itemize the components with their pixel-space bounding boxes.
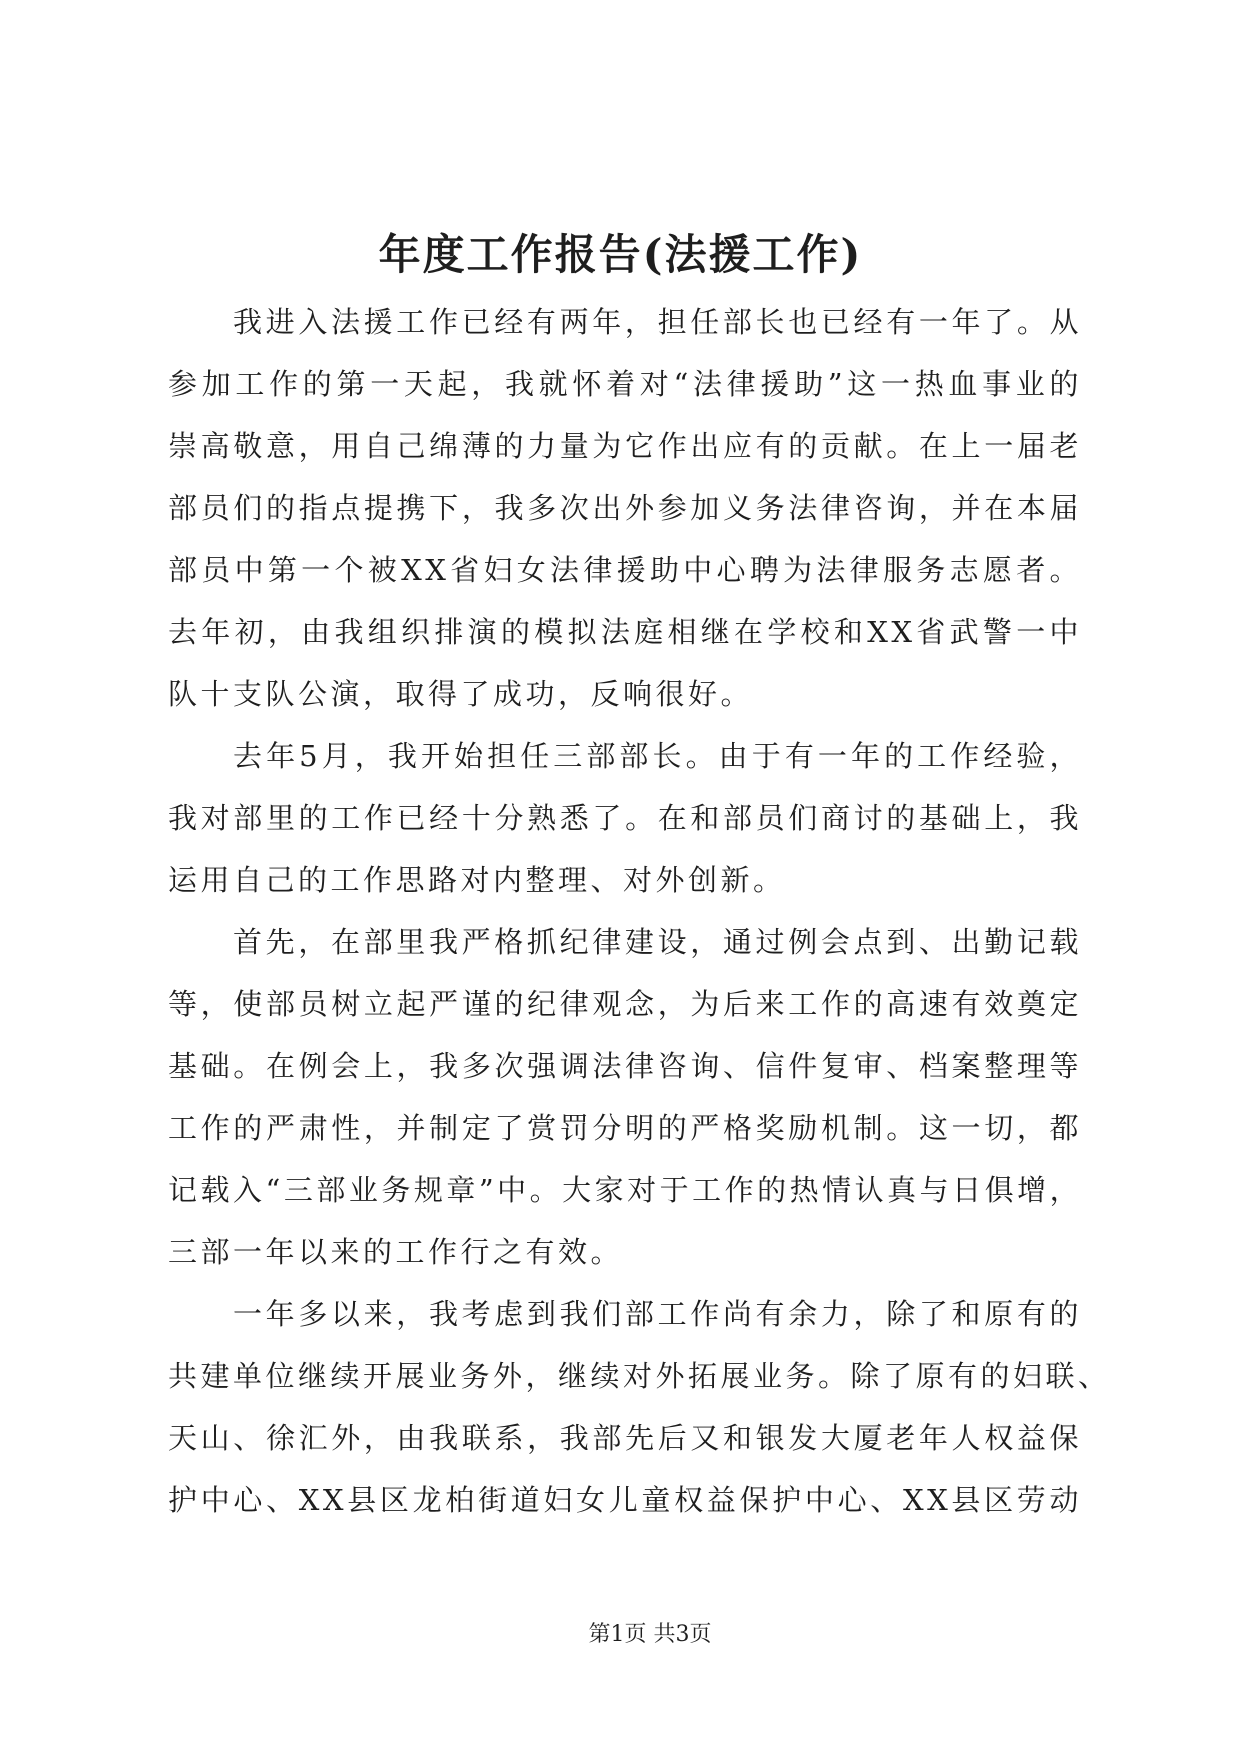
paragraph-line: 工作的严肃性，并制定了赏罚分明的严格奖励机制。这一切，都 <box>168 1111 1082 1145</box>
paragraph-line: 我对部里的工作已经十分熟悉了。在和部员们商讨的基础上，我 <box>168 801 1082 835</box>
paragraph-2 <box>168 725 1082 911</box>
paragraph-line: 天山、徐汇外，由我联系，我部先后又和银发大厦老年人权益保 <box>168 1421 1082 1455</box>
paragraph-line: 去年初，由我组织排演的模拟法庭相继在学校和XX省武警一中 <box>168 615 1082 649</box>
paragraph-1 <box>168 291 1082 725</box>
paragraph-4 <box>168 1283 1111 1531</box>
paragraph-line: 我进入法援工作已经有两年，担任部长也已经有一年了。从 <box>233 305 1082 339</box>
paragraph-line: 部员中第一个被XX省妇女法律援助中心聘为法律服务志愿者。 <box>168 553 1082 587</box>
paragraph-line: 参加工作的第一天起，我就怀着对“法律援助”这一热血事业的 <box>168 367 1082 401</box>
paragraph-line: 等，使部员树立起严谨的纪律观念，为后来工作的高速有效奠定 <box>168 987 1082 1021</box>
paragraph-line: 去年5月，我开始担任三部部长。由于有一年的工作经验， <box>233 739 1082 773</box>
paragraph-line: 共建单位继续开展业务外，继续对外拓展业务。除了原有的妇联、 <box>168 1359 1111 1393</box>
paragraph-line: 部员们的指点提携下，我多次出外参加义务法律咨询，并在本届 <box>168 491 1082 525</box>
paragraph-line: 崇高敬意，用自己绵薄的力量为它作出应有的贡献。在上一届老 <box>168 429 1082 463</box>
document-title: 年度工作报告(法援工作) <box>378 230 863 279</box>
paragraph-line: 三部一年以来的工作行之有效。 <box>168 1235 624 1269</box>
paragraph-3 <box>168 911 1082 1283</box>
paragraph-line: 护中心、XX县区龙柏街道妇女儿童权益保护中心、XX县区劳动 <box>168 1483 1082 1517</box>
paragraph-line: 运用自己的工作思路对内整理、对外创新。 <box>168 863 786 897</box>
page-number-footer: 第1页 共3页 <box>588 1622 712 1647</box>
paragraph-line: 队十支队公演，取得了成功，反响很好。 <box>168 677 754 711</box>
paragraph-line: 首先，在部里我严格抓纪律建设，通过例会点到、出勤记载 <box>233 925 1082 959</box>
document-body <box>168 291 1111 1531</box>
paragraph-line: 记载入“三部业务规章”中。大家对于工作的热情认真与日俱增， <box>168 1173 1083 1207</box>
paragraph-line: 基础。在例会上，我多次强调法律咨询、信件复审、档案整理等 <box>168 1049 1082 1083</box>
paragraph-line: 一年多以来，我考虑到我们部工作尚有余力，除了和原有的 <box>233 1297 1082 1331</box>
